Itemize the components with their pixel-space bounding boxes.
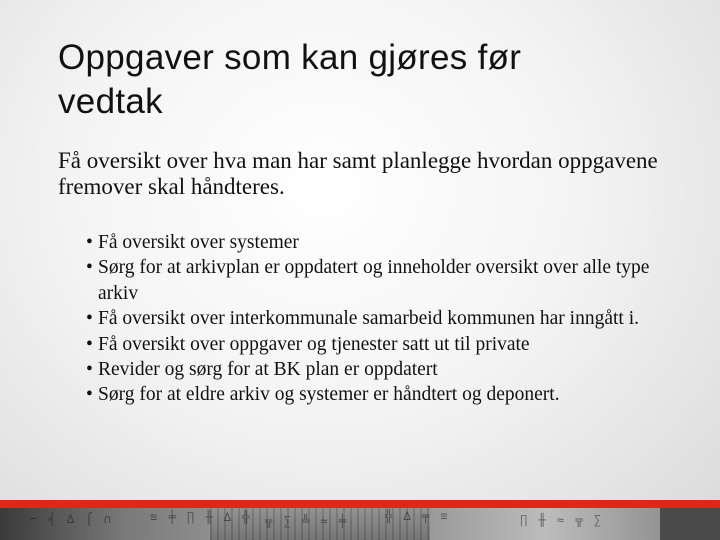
bullet-item: • Få oversikt over interkommunale samarbeid kommunen har inngått i.	[86, 306, 666, 331]
bullet-item: • Sørg for at arkivplan er oppdatert og inneholder oversikt over alle type arkiv	[86, 255, 666, 306]
bullet-item: • Få oversikt over oppgaver og tjenester satt ut til private	[86, 332, 666, 357]
slide-title: Oppgaver som kan gjøres før vedtak	[58, 38, 522, 121]
slide-subtitle: Få oversikt over hva man har samt planlegge hvordan oppgavene fremover skal håndteres.	[58, 148, 658, 199]
footer-texture: ⌐ ╡ ∆ ⌠ ∩	[30, 512, 114, 526]
footer-photo-edge	[660, 508, 720, 540]
accent-band	[0, 500, 720, 508]
bullet-list	[86, 230, 666, 408]
footer-texture: ╬ ∆ ╤ ≡	[385, 509, 450, 523]
footer-texture: ∏ ╫ ≈ ╦ ∑	[520, 513, 604, 527]
footer-texture: ╦ ∑ ╩ ≈ ╪	[265, 514, 349, 528]
footer-texture: ≡ ╪ ∏ ╫ ∆ ╬	[150, 510, 252, 524]
bullet-item: • Få oversikt over systemer	[86, 230, 666, 255]
bullet-item: • Sørg for at eldre arkiv og systemer er håndtert og deponert.	[86, 382, 666, 407]
bullet-item: • Revider og sørg for at BK plan er oppdatert	[86, 357, 666, 382]
footer-photo-strip	[0, 508, 720, 540]
